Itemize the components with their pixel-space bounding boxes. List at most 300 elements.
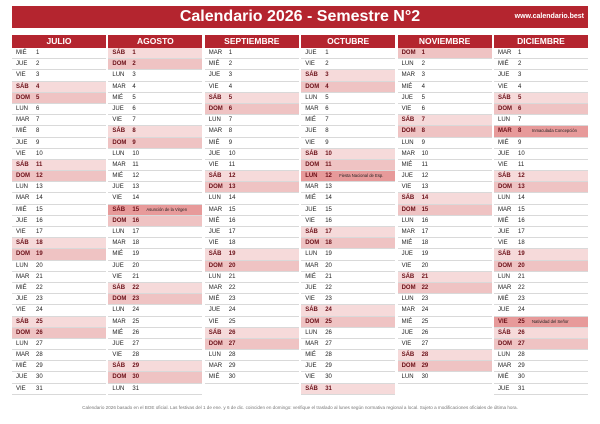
day-row [494, 182, 588, 193]
day-row [494, 138, 588, 149]
day-number: 2 [132, 61, 136, 68]
day-row [494, 249, 588, 260]
day-number: 3 [421, 72, 425, 79]
weekday-label: MIÉ [498, 61, 509, 68]
day-number: 14 [36, 195, 43, 202]
day-number: 27 [518, 340, 525, 347]
day-row [12, 261, 106, 272]
weekday-label: SÁB [16, 161, 29, 168]
weekday-label: LUN [498, 195, 511, 202]
day-number: 25 [518, 318, 525, 325]
day-number: 27 [228, 340, 236, 347]
day-number: 13 [132, 184, 140, 191]
day-number: 23 [132, 296, 140, 303]
day-row [12, 238, 106, 249]
weekday-label: DOM [16, 94, 30, 101]
day-number: 23 [518, 296, 525, 303]
day-number: 26 [325, 329, 332, 336]
weekday-label: MAR [498, 128, 512, 135]
day-number: 30 [36, 374, 43, 381]
day-row [205, 350, 299, 361]
day-number: 12 [36, 173, 43, 180]
weekday-label: VIE [305, 296, 315, 303]
weekday-label: MIÉ [16, 284, 27, 291]
weekday-label: LUN [498, 117, 511, 124]
day-row [108, 227, 202, 238]
day-number: 21 [325, 273, 332, 280]
day-number: 28 [421, 352, 429, 359]
weekday-label: DOM [498, 184, 512, 191]
day-number: 27 [36, 340, 43, 347]
day-number: 18 [36, 240, 43, 247]
day-row [205, 160, 299, 171]
day-row [494, 305, 588, 316]
day-number: 9 [518, 139, 522, 146]
day-row [205, 261, 299, 272]
day-number: 22 [421, 284, 429, 291]
day-number: 13 [518, 184, 525, 191]
weekday-label: DOM [112, 296, 127, 303]
day-row [301, 138, 395, 149]
day-row [12, 294, 106, 305]
weekday-label: DOM [208, 340, 223, 347]
weekday-label: LUN [208, 117, 221, 124]
day-number: 27 [132, 340, 140, 347]
weekday-label: MIÉ [208, 217, 220, 224]
day-row [398, 317, 492, 328]
day-row [494, 272, 588, 283]
day-number: 26 [518, 329, 525, 336]
day-number: 10 [421, 150, 429, 157]
day-row [12, 104, 106, 115]
weekday-label: MAR [16, 195, 30, 202]
day-number: 8 [228, 128, 233, 135]
day-row [398, 171, 492, 182]
weekday-label: VIE [16, 229, 26, 235]
day-row [205, 372, 299, 383]
weekday-label: MAR [208, 206, 223, 213]
day-row [108, 149, 202, 160]
day-row [12, 82, 106, 93]
day-row [108, 328, 202, 339]
day-row [12, 193, 106, 204]
day-number: 26 [228, 329, 236, 336]
day-row [12, 182, 106, 193]
month-column [301, 35, 395, 395]
day-number: 21 [518, 273, 525, 280]
day-number: 4 [228, 83, 233, 90]
day-row [398, 149, 492, 160]
day-number: 16 [518, 217, 525, 224]
day-row [12, 249, 106, 260]
weekday-label: DOM [498, 340, 512, 347]
weekday-label: LUN [208, 273, 221, 280]
day-row [494, 350, 588, 361]
day-number: 15 [518, 206, 525, 213]
weekday-label: MIÉ [208, 374, 220, 381]
day-row [108, 59, 202, 70]
weekday-label: VIE [112, 352, 123, 359]
holiday-name: Asunción de la Virgen [146, 206, 188, 212]
page-title: Calendario 2026 - Semestre N°2 [179, 8, 421, 25]
day-row [12, 115, 106, 126]
day-number: 24 [325, 307, 332, 314]
day-number: 17 [228, 229, 236, 235]
day-number: 3 [228, 72, 233, 79]
weekday-label: DOM [16, 173, 30, 180]
weekday-label: VIE [401, 184, 412, 191]
day-number: 15 [228, 206, 236, 213]
day-row [108, 372, 202, 383]
day-row [301, 160, 395, 171]
day-number: 30 [228, 374, 236, 381]
weekday-label: MIÉ [112, 173, 124, 180]
weekday-label: SÁB [305, 307, 318, 314]
weekday-label: SÁB [208, 329, 222, 336]
holiday-name: Fiesta Nacional de Esp. [339, 173, 384, 179]
weekday-label: MAR [16, 273, 30, 280]
day-number: 3 [132, 72, 136, 79]
weekday-label: MIÉ [208, 139, 220, 146]
day-row [398, 361, 492, 372]
day-number: 13 [325, 184, 332, 191]
day-row [301, 249, 395, 260]
weekday-label: LUN [305, 329, 318, 336]
weekday-label: MAR [305, 262, 319, 269]
day-row [494, 160, 588, 171]
weekday-label: VIE [112, 273, 123, 280]
weekday-label: MIÉ [498, 296, 509, 303]
day-number: 16 [132, 217, 140, 224]
weekday-label: VIE [208, 161, 219, 168]
weekday-label: SÁB [498, 173, 511, 180]
day-row [12, 272, 106, 283]
day-number: 12 [325, 173, 332, 180]
day-row [205, 361, 299, 372]
weekday-label: LUN [305, 173, 318, 180]
weekday-label: MIÉ [208, 61, 220, 68]
weekday-label: JUE [305, 128, 317, 135]
day-row [398, 59, 492, 70]
weekday-label: MIÉ [305, 352, 316, 359]
day-number: 20 [325, 262, 332, 269]
day-row [205, 93, 299, 104]
day-row [398, 182, 492, 193]
day-number: 21 [132, 273, 140, 280]
weekday-label: JUE [112, 262, 124, 269]
weekday-label: DOM [401, 50, 416, 56]
day-row [494, 361, 588, 372]
day-row [12, 227, 106, 238]
day-number: 14 [518, 195, 525, 202]
day-row [301, 82, 395, 93]
day-number: 15 [421, 206, 429, 213]
day-row [108, 350, 202, 361]
day-number: 20 [36, 262, 43, 269]
day-row [398, 305, 492, 316]
weekday-label: DOM [112, 139, 127, 146]
day-number: 27 [421, 340, 429, 347]
day-number: 11 [132, 161, 139, 168]
weekday-label: MIÉ [16, 50, 27, 56]
weekday-label: JUE [498, 72, 510, 79]
day-row [494, 328, 588, 339]
weekday-label: JUE [16, 374, 28, 381]
weekday-label: JUE [305, 363, 317, 370]
weekday-label: LUN [498, 273, 511, 280]
weekday-label: MIÉ [401, 83, 413, 90]
day-row [494, 171, 588, 182]
day-number: 2 [325, 61, 329, 68]
weekday-label: MIÉ [401, 240, 413, 247]
day-row [494, 193, 588, 204]
day-row [108, 193, 202, 204]
weekday-label: LUN [16, 262, 29, 269]
day-row [108, 216, 202, 227]
day-row [398, 193, 492, 204]
day-number: 20 [421, 262, 429, 269]
weekday-label: SÁB [112, 206, 126, 213]
day-row [301, 350, 395, 361]
day-number: 18 [228, 240, 236, 247]
day-number: 29 [325, 363, 332, 370]
day-row [205, 149, 299, 160]
day-row [494, 82, 588, 93]
day-number: 9 [132, 139, 136, 146]
day-number: 6 [421, 105, 425, 112]
day-number: 20 [228, 262, 236, 269]
day-number: 25 [228, 318, 236, 325]
weekday-label: SÁB [112, 363, 126, 370]
weekday-label: JUE [498, 307, 510, 314]
weekday-label: JUE [112, 184, 124, 191]
day-number: 11 [228, 161, 236, 168]
month-header: AGOSTO [108, 35, 202, 48]
day-number: 23 [36, 296, 43, 303]
day-row [494, 59, 588, 70]
day-row [494, 104, 588, 115]
day-row [205, 182, 299, 193]
weekday-label: LUN [112, 72, 125, 79]
day-row [398, 93, 492, 104]
day-row [301, 227, 395, 238]
weekday-label: JUE [112, 105, 124, 112]
day-number: 6 [132, 105, 136, 112]
weekday-label: JUE [305, 284, 317, 291]
weekday-label: MAR [305, 340, 319, 347]
day-row [301, 328, 395, 339]
weekday-label: JUE [208, 307, 221, 314]
weekday-label: SÁB [208, 94, 222, 101]
weekday-label: MAR [401, 307, 415, 314]
day-number: 7 [325, 117, 329, 124]
day-row [205, 171, 299, 182]
day-row [108, 272, 202, 283]
weekday-label: LUN [112, 385, 125, 392]
weekday-label: SÁB [16, 240, 29, 247]
day-number: 15 [36, 206, 43, 213]
weekday-label: VIE [16, 72, 26, 79]
weekday-label: MIÉ [305, 195, 316, 202]
day-row [108, 317, 202, 328]
day-row [398, 283, 492, 294]
weekday-label: VIE [16, 307, 26, 314]
day-row [398, 249, 492, 260]
weekday-label: DOM [305, 240, 320, 247]
day-number: 2 [518, 61, 522, 68]
day-number: 4 [421, 83, 425, 90]
day-number: 19 [325, 251, 332, 258]
day-number: 5 [518, 94, 522, 101]
weekday-label: DOM [16, 329, 30, 336]
weekday-label: MAR [208, 50, 223, 56]
day-row [494, 115, 588, 126]
day-number: 14 [421, 195, 429, 202]
day-row [205, 305, 299, 316]
day-number: 28 [132, 352, 140, 359]
weekday-label: JUE [208, 72, 221, 79]
weekday-label: MAR [498, 284, 512, 291]
day-number: 29 [518, 363, 525, 370]
day-number: 4 [132, 83, 136, 90]
day-row [12, 171, 106, 182]
day-row [12, 138, 106, 149]
day-row [301, 361, 395, 372]
day-row [12, 149, 106, 160]
weekday-label: SÁB [305, 385, 318, 392]
weekday-label: MIÉ [16, 128, 27, 135]
month-column [205, 35, 299, 384]
day-number: 22 [36, 284, 43, 291]
day-number: 5 [421, 94, 425, 101]
day-row [398, 216, 492, 227]
day-row [12, 216, 106, 227]
weekday-label: MIÉ [16, 206, 27, 213]
weekday-label: LUN [112, 229, 125, 235]
weekday-label: MAR [16, 352, 30, 359]
day-number: 1 [325, 50, 329, 56]
weekday-label: MAR [112, 240, 126, 247]
day-row [494, 384, 588, 395]
day-number: 24 [228, 307, 236, 314]
day-number: 7 [228, 117, 233, 124]
day-row [205, 272, 299, 283]
day-number: 24 [421, 307, 429, 314]
day-row [108, 205, 202, 216]
weekday-label: DOM [112, 217, 127, 224]
month-header: NOVIEMBRE [398, 35, 492, 48]
weekday-label: VIE [208, 318, 219, 325]
day-row [398, 227, 492, 238]
day-number: 5 [132, 94, 136, 101]
weekday-label: SÁB [112, 284, 126, 291]
day-number: 19 [132, 251, 140, 258]
weekday-label: LUN [16, 105, 29, 112]
day-number: 23 [325, 296, 332, 303]
day-row [301, 305, 395, 316]
day-number: 30 [421, 374, 429, 381]
weekday-label: MAR [208, 284, 223, 291]
day-row [301, 317, 395, 328]
weekday-label: VIE [498, 83, 508, 90]
weekday-label: LUN [401, 139, 414, 146]
day-row [12, 317, 106, 328]
day-number: 16 [36, 217, 43, 224]
title-banner [12, 6, 588, 28]
day-row [108, 82, 202, 93]
weekday-label: DOM [16, 251, 30, 258]
holiday-name: Inmaculada Concepción [532, 128, 577, 134]
day-number: 1 [421, 50, 425, 56]
weekday-label: LUN [401, 61, 414, 68]
day-row [494, 339, 588, 350]
weekday-label: DOM [208, 105, 223, 112]
day-row [494, 372, 588, 383]
weekday-label: MAR [401, 229, 415, 235]
weekday-label: LUN [401, 374, 414, 381]
day-row [398, 70, 492, 81]
day-number: 24 [518, 307, 525, 314]
day-row [494, 70, 588, 81]
day-number: 7 [518, 117, 522, 124]
day-number: 5 [36, 94, 40, 101]
weekday-label: SÁB [305, 229, 318, 235]
weekday-label: SÁB [498, 251, 511, 258]
day-number: 12 [228, 173, 236, 180]
day-number: 13 [228, 184, 236, 191]
weekday-label: MAR [16, 117, 30, 124]
weekday-label: LUN [16, 184, 29, 191]
weekday-label: MIÉ [112, 94, 124, 101]
day-row [301, 384, 395, 395]
day-number: 11 [518, 161, 525, 168]
day-row [205, 249, 299, 260]
day-row [108, 160, 202, 171]
day-number: 16 [421, 217, 429, 224]
day-number: 22 [228, 284, 236, 291]
weekday-label: SÁB [401, 195, 415, 202]
weekday-label: LUN [498, 352, 511, 359]
day-row [398, 294, 492, 305]
day-row [108, 261, 202, 272]
day-number: 22 [518, 284, 525, 291]
weekday-label: LUN [305, 251, 318, 258]
day-number: 10 [132, 150, 140, 157]
day-row [108, 283, 202, 294]
weekday-label: JUE [16, 139, 28, 146]
day-row [301, 104, 395, 115]
day-row [108, 361, 202, 372]
weekday-label: MAR [305, 184, 319, 191]
weekday-label: SÁB [112, 128, 126, 135]
weekday-label: MAR [112, 161, 126, 168]
day-number: 12 [518, 173, 525, 180]
day-number: 29 [421, 363, 429, 370]
day-row [108, 48, 202, 59]
day-number: 30 [325, 374, 332, 381]
day-number: 8 [132, 128, 136, 135]
website-label: www.calendario.best [514, 13, 584, 20]
weekday-label: SÁB [16, 318, 29, 325]
day-row [12, 48, 106, 59]
day-number: 20 [518, 262, 525, 269]
day-number: 17 [36, 229, 43, 235]
day-number: 3 [518, 72, 522, 79]
weekday-label: JUE [498, 229, 510, 235]
day-row [205, 216, 299, 227]
day-number: 26 [132, 329, 140, 336]
day-number: 17 [325, 229, 332, 235]
